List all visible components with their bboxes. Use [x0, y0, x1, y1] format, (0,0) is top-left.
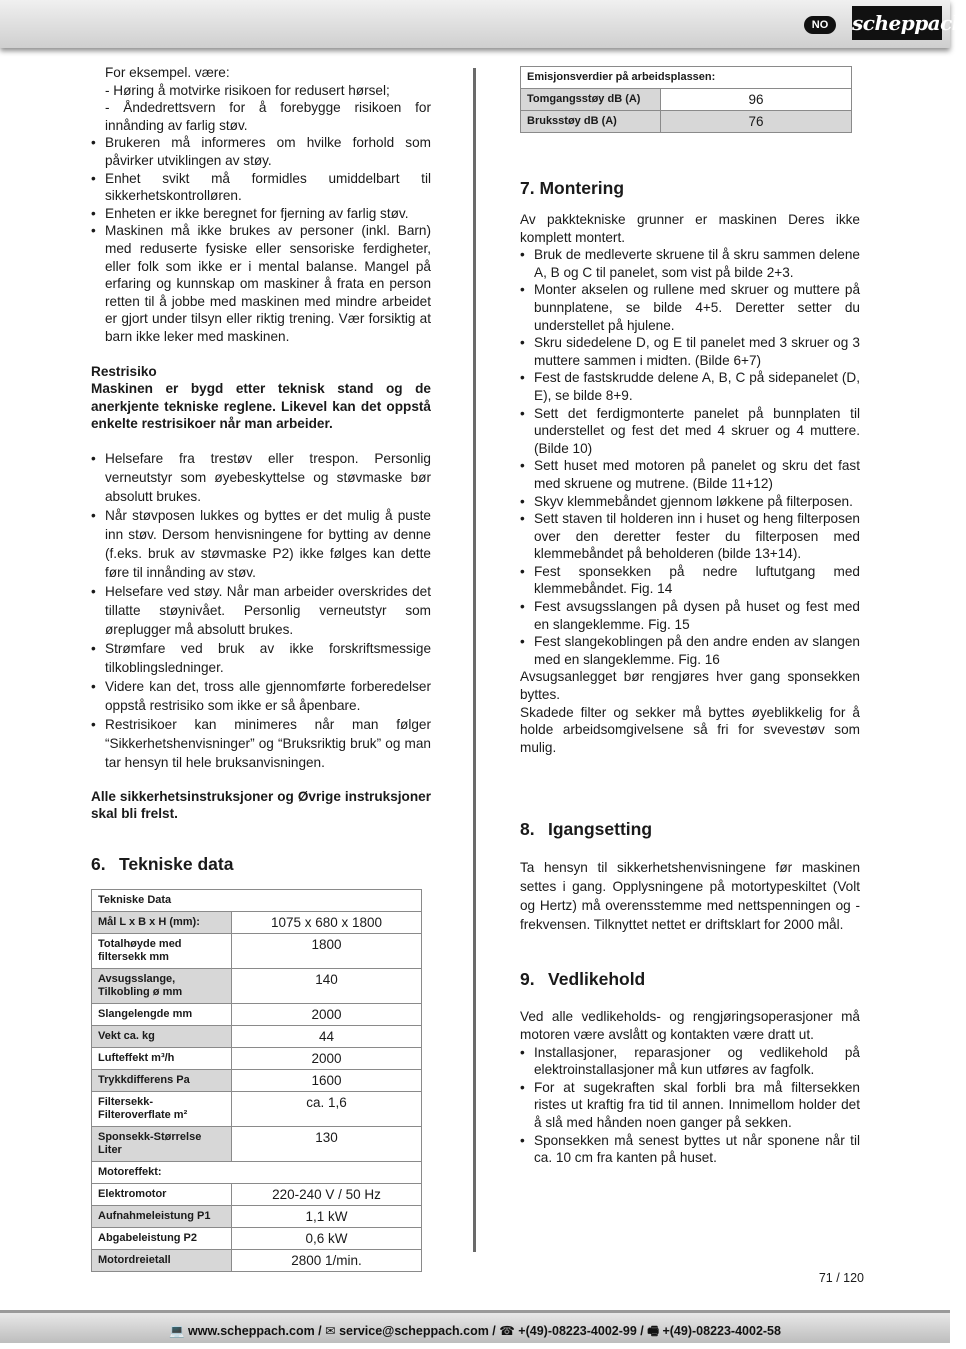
footer-contact: 💻 www.scheppach.com / ✉ service@scheppach.com / ☎ +(49)-08223-4002-99 / 🖷 +(49)-08223-4002-58 — [0, 1313, 950, 1343]
assembly-list — [520, 246, 860, 668]
row-label: Filtersekk-Filteroverflate m² — [92, 1092, 232, 1127]
list-item: • Maskinen må ikke brukes av personer (inkl. Barn) med reduserte fysiske eller sensoriske ferdigheter, eller folk som ikke er i mental balanse. Mangel på erfaring og kunnskap om maskiner å frata en person retten til å jobbe med maskinen med mindre arbeidet er gjort under tilsyn eller riktig trening. Vær forsiktig at barn ikke leker med maskinen. — [91, 222, 431, 345]
language-badge: NO — [804, 16, 836, 34]
list-item: • Monter akselen og rullene med skruer og muttere på bunnplatene, se bilde 4+5. Deretter setter du understellet på hjulene. — [520, 281, 860, 334]
restrisiko-heading: Restrisiko — [91, 363, 157, 379]
table-row — [92, 1250, 422, 1272]
list-item: • Når støvposen lukkes og byttes er det mulig å puste inn støv. Dersom henvisningene for bytting av denne (f.eks. bruk av støvmaske P2) ikke følges kan dette føre til innånding av støv. — [91, 506, 431, 582]
section-6-heading — [91, 853, 431, 875]
list-item: • Bruk de medleverte skruene til å skru sammen delene A, B og C til panelet, som vist på bilde 2+3. — [520, 246, 860, 281]
row-label: Elektromotor — [92, 1184, 232, 1206]
list-item: • Sponsekken må senest byttes ut når sponene når til ca. 10 cm fra kanten på huset. — [520, 1132, 860, 1167]
row-label: Vekt ca. kg — [92, 1026, 232, 1048]
section-title: Igangsetting — [548, 819, 653, 840]
row-value: 130 — [232, 1127, 422, 1162]
section-7-heading: 7. Montering — [520, 178, 625, 198]
list-item: • Installasjoner, reparasjoner og vedlikehold på elektroinstallasjoner må kun utføres av fagfolk. — [520, 1044, 860, 1079]
page-number: 71 / 120 — [818, 1271, 864, 1285]
table-row — [92, 1127, 422, 1162]
table-row — [521, 111, 852, 133]
list-item: • Enhet svikt må formidles umiddelbart til sikkerhetskontrolløren. — [91, 170, 431, 205]
list-item: • Strømfare ved bruk av ikke forskriftsmessige tilkoblingsledninger. — [91, 639, 431, 677]
right-column — [520, 66, 860, 1167]
row-value: ca. 1,6 — [232, 1092, 422, 1127]
safety-list — [91, 134, 431, 345]
list-item: • Enheten er ikke beregnet for fjerning av farlig støv. — [91, 205, 431, 223]
row-label: Motordreietall — [92, 1250, 232, 1272]
row-label: Sponsekk-Størrelse Liter — [92, 1127, 232, 1162]
table-row — [92, 1092, 422, 1127]
table-row — [92, 934, 422, 969]
section-title: Tekniske data — [119, 854, 234, 875]
row-value: 1,1 kW — [232, 1206, 422, 1228]
list-item: • Sett staven til holderen inn i huset og heng filterposen over den deretter fester du filterposen med klemmebåndet på beholderen (bilde 13+14). — [520, 510, 860, 563]
emission-table — [520, 66, 852, 133]
row-label: Lufteffekt m³/h — [92, 1048, 232, 1070]
row-label: Trykkdifferens Pa — [92, 1070, 232, 1092]
list-item: • Skyv klemmebåndet gjennom løkkene på filterposen. — [520, 493, 860, 511]
motor-header: Motoreffekt: — [92, 1162, 422, 1184]
section-number: 9. — [520, 969, 535, 990]
row-label: Tomgangsstøy dB (A) — [521, 89, 661, 111]
list-item: • Sett huset med motoren på panelet og skru det fast med skruene og mutrene. (Bilde 11+12) — [520, 457, 860, 492]
list-item: • Helsefare ved støy. Når man arbeider overskrides det tillatte støynivået. Personlig verneutstyr som øreplugger må absolutt brukes. — [91, 582, 431, 639]
table-header: Emisjonsverdier på arbeidsplassen: — [521, 67, 852, 89]
section-8-heading — [520, 818, 860, 840]
row-label: Aufnahmeleistung P1 — [92, 1206, 232, 1228]
section-9-heading — [520, 968, 860, 990]
row-value: 220-240 V / 50 Hz — [232, 1184, 422, 1206]
list-item: • Restrisikoer kan minimeres når man følger “Sikkerhetshenvisninger” og “Bruksriktig bruk” og man tar hensyn til hele bruksanvisningen. — [91, 715, 431, 772]
row-value: 2000 — [232, 1004, 422, 1026]
intro-line: - Høring å motvirke risikoen for redusert hørsel; — [105, 82, 390, 98]
table-row — [92, 1184, 422, 1206]
list-item: • Brukeren må informeres om hvilke forhold som påvirker utviklingen av støy. — [91, 134, 431, 169]
list-item: • Sett det ferdigmonterte panelet på bunnplaten til understellet og fest det med 4 skruer og 4 muttere. (Bilde 10) — [520, 405, 860, 458]
row-value: 44 — [232, 1026, 422, 1048]
row-value: 76 — [661, 111, 852, 133]
section-7-note: Avsugsanlegget bør rengjøres hver gang sponsekken byttes. — [520, 669, 860, 703]
row-value: 140 — [232, 969, 422, 1004]
table-row — [92, 1048, 422, 1070]
list-item: • Fest avsugsslangen på dysen på huset og fest med en slangeklemme. Fig. 15 — [520, 598, 860, 633]
left-column — [91, 64, 431, 1272]
brand-logo: scheppach — [852, 6, 942, 40]
intro-line: For eksempel. være: — [105, 65, 230, 80]
row-value: 0,6 kW — [232, 1228, 422, 1250]
list-item: • Fest de fastskrudde delene A, B, C på sidepanelet (D, E), se bilde 8+9. — [520, 369, 860, 404]
section-title: Vedlikehold — [548, 969, 646, 990]
row-label: Mål L x B x H (mm): — [92, 912, 232, 934]
table-row — [92, 1228, 422, 1250]
section-number: 6. — [91, 854, 106, 875]
row-label: Abgabeleistung P2 — [92, 1228, 232, 1250]
maintenance-list — [520, 1044, 860, 1167]
list-item: • Skru sidedelene D, og E til panelet med 3 skruer og 3 muttere sammen i midten. (Bilde 6+7) — [520, 334, 860, 369]
table-row — [92, 969, 422, 1004]
row-value: 1800 — [232, 934, 422, 969]
table-row — [92, 1004, 422, 1026]
table-row — [92, 1206, 422, 1228]
header-bar — [0, 0, 966, 48]
list-item: • Videre kan det, tross alle gjennomførte forberedelser oppstå restrisiko som ikke er så åpenbare. — [91, 677, 431, 715]
row-value: 1075 x 680 x 1800 — [232, 912, 422, 934]
technical-data-table — [91, 889, 422, 1272]
table-row — [92, 1026, 422, 1048]
row-label: Slangelengde mm — [92, 1004, 232, 1026]
section-7-intro: Av pakktekniske grunner er maskinen Deres ikke komplett montert. — [520, 212, 860, 245]
section-9-intro: Ved alle vedlikeholds- og rengjøringsoperasjoner må motoren være avslått og kontakten være dratt ut. — [520, 1009, 860, 1042]
row-value: 2800 1/min. — [232, 1250, 422, 1272]
list-item: • Helsefare fra trestøv eller trespon. Personlig verneutstyr som øyebeskyttelse og støvmaske bør absolutt brukes. — [91, 449, 431, 506]
table-header: Tekniske Data — [92, 890, 422, 912]
restrisiko-list — [91, 449, 431, 772]
row-label: Totalhøyde med filtersekk mm — [92, 934, 232, 969]
table-row — [92, 1070, 422, 1092]
row-value: 96 — [661, 89, 852, 111]
list-item: • Fest sponsekken på nedre luftutgang med klemmebåndet. Fig. 14 — [520, 563, 860, 598]
row-label: Bruksstøy dB (A) — [521, 111, 661, 133]
intro-line: - Åndedrettsvern for å forebygge risikoen for innånding av farlig støv. — [105, 100, 431, 133]
section-number: 8. — [520, 819, 535, 840]
table-row — [92, 912, 422, 934]
table-row — [521, 89, 852, 111]
row-label: Avsugsslange, Tilkobling ø mm — [92, 969, 232, 1004]
row-value: 1600 — [232, 1070, 422, 1092]
column-divider — [473, 68, 476, 1252]
intro-block — [91, 64, 431, 134]
list-item: • For at sugekraften skal forbli bra må filtersekken ristes ut kraftig fra tid til annen. Innimellom holder det å slå med hånden noen ganger på sekken. — [520, 1079, 860, 1132]
section-7-note: Skadede filter og sekker må byttes øyeblikkelig for å holde arbeidsomgivelsene så fri for svevestøv som mulig. — [520, 704, 860, 755]
row-value: 2000 — [232, 1048, 422, 1070]
restrisiko-intro: Maskinen er bygd etter teknisk stand og de anerkjente tekniske reglene. Likevel kan det oppstå enkelte restrisikoer når man arbeider. — [91, 381, 431, 432]
list-item: • Fest slangekoblingen på den andre enden av slangen med en slangeklemme. Fig. 16 — [520, 633, 860, 668]
closing-note: Alle sikkerhetsinstruksjoner og Øvrige instruksjoner skal bli frelst. — [91, 788, 431, 822]
section-8-text: Ta hensyn til sikkerhetshenvisningene før maskinen settes i gang. Opplysningene på motortypeskiltet (Volt og Hertz) må overensstemme med nettspenningen og -frekvensen. Tilknyttet nettet er driftsklart for 2000 mål. — [520, 860, 860, 933]
